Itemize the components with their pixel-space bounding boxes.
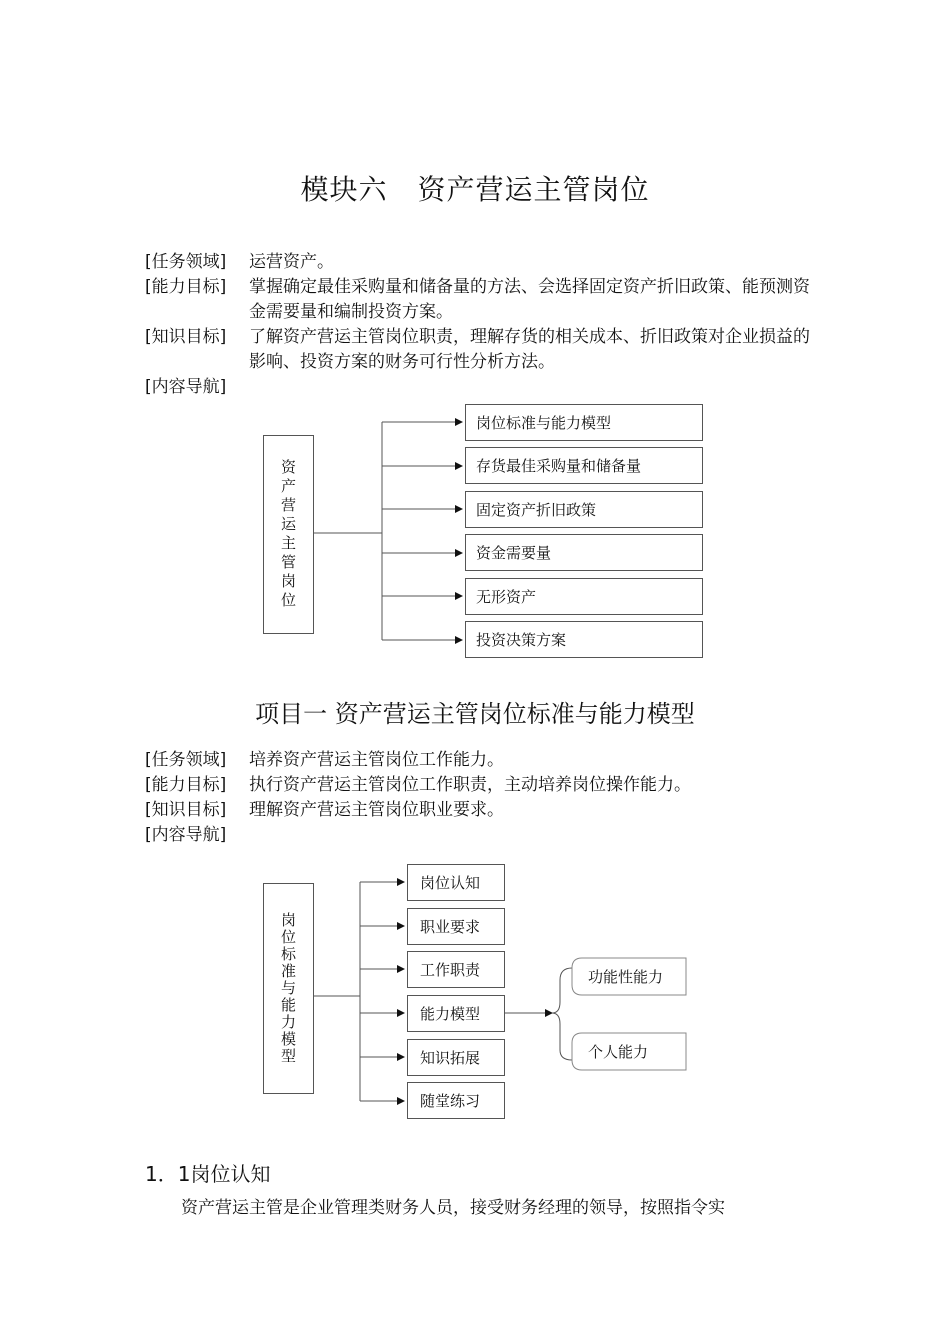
meta-text: 培养资产营运主管岗位工作能力。: [249, 750, 504, 770]
diagram1-root-label: 资产营运主管岗位: [279, 458, 297, 611]
diagram2-item: 职业要求: [407, 908, 505, 945]
diagram2-sub-item: 功能性能力: [588, 968, 664, 986]
meta-row: [145, 773, 825, 798]
meta-label: [任务领域]: [145, 252, 227, 272]
diagram1-item: 资金需要量: [465, 534, 703, 571]
meta-text: 运营资产。: [249, 252, 334, 272]
module-name: 资产营运主管岗位: [417, 173, 650, 206]
meta-text: [249, 823, 825, 848]
diagram2-item: 知识拓展: [407, 1039, 505, 1076]
section-heading: 1．1岗位认知: [145, 1162, 271, 1186]
meta-label: [任务领域]: [145, 750, 227, 770]
meta-text: 了解资产营运主管岗位职责，理解存货的相关成本、折旧政策对企业损益的影响、投资方案的财务可行性分析方法。: [249, 327, 810, 372]
project-title: 项目一 资产营运主管岗位标准与能力模型: [255, 700, 695, 728]
diagram1-item: 存货最佳采购量和储备量: [465, 447, 703, 484]
meta-label: [内容导航]: [145, 825, 227, 845]
project-meta: [145, 748, 825, 848]
meta-row: [145, 798, 825, 823]
diagram2-item: 能力模型: [407, 995, 505, 1032]
diagram1-item: 投资决策方案: [465, 621, 703, 658]
meta-label: [能力目标]: [145, 775, 227, 795]
meta-text: 执行资产营运主管岗位工作职责，主动培养岗位操作能力。: [249, 775, 691, 795]
diagram1-item: 无形资产: [465, 578, 703, 615]
meta-text: 理解资产营运主管岗位职业要求。: [249, 800, 504, 820]
meta-label: [能力目标]: [145, 277, 227, 297]
meta-label: [知识目标]: [145, 327, 227, 347]
module-number: 模块六: [300, 173, 388, 206]
diagram1-item: 固定资产折旧政策: [465, 491, 703, 528]
diagram2-sub-item: 个人能力: [588, 1043, 649, 1061]
body-paragraph: 资产营运主管是企业管理类财务人员，接受财务经理的领导，按照指令实: [181, 1198, 725, 1218]
diagram2-root-label: 岗位标准与能力模型: [279, 912, 297, 1065]
diagram2-item: 岗位认知: [407, 864, 505, 901]
meta-label: [知识目标]: [145, 800, 227, 820]
meta-row: [145, 823, 825, 848]
meta-text: 掌握确定最佳采购量和储备量的方法、会选择固定资产折旧政策、能预测资金需要量和编制投资方案。: [249, 277, 810, 322]
diagram2-item: 随堂练习: [407, 1082, 505, 1119]
diagram2-item: 工作职责: [407, 951, 505, 988]
meta-label: [内容导航]: [145, 377, 227, 397]
meta-row: [145, 748, 825, 773]
diagram1-item: 岗位标准与能力模型: [465, 404, 703, 441]
